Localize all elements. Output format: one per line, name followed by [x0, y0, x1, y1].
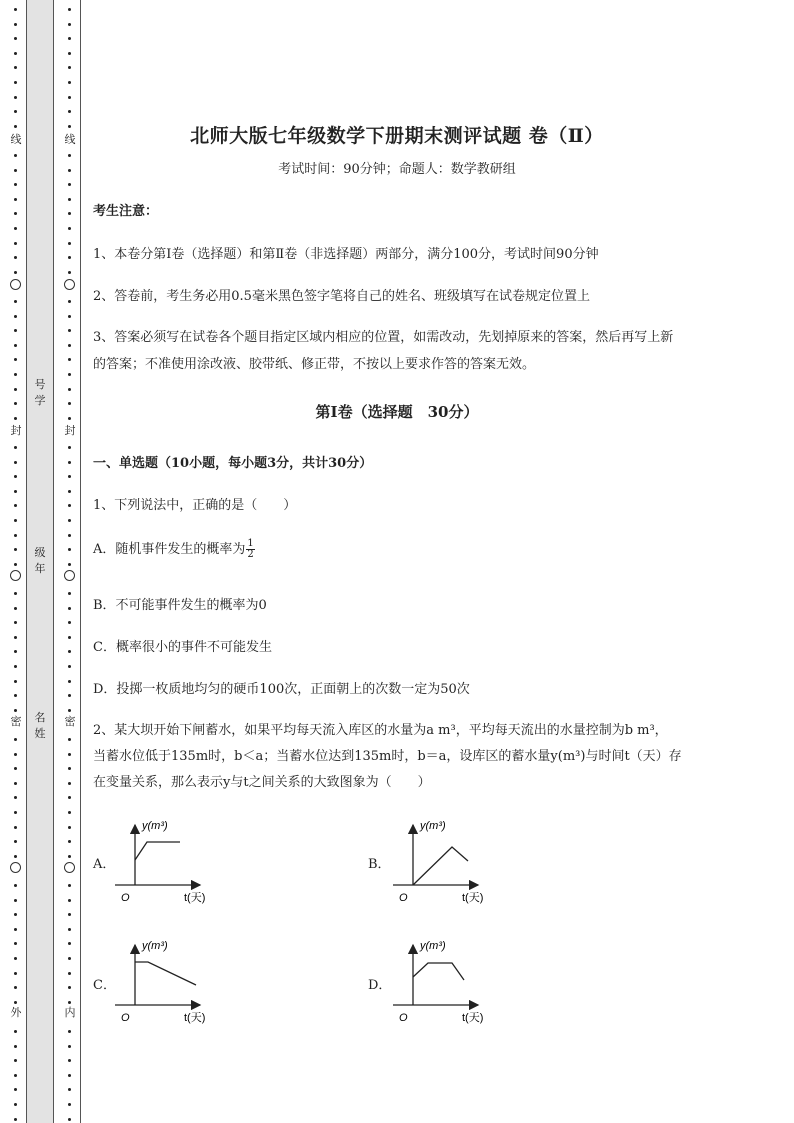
- x-axis-label: t(天): [462, 1012, 484, 1024]
- margin-dot: [68, 388, 71, 391]
- margin-dot: [14, 767, 17, 770]
- margin-dot: [14, 344, 17, 347]
- margin-char-wai: 外: [8, 1006, 24, 1020]
- margin-circle: [64, 862, 75, 873]
- margin-dot: [68, 782, 71, 785]
- margin-dot: [14, 942, 17, 945]
- margin-dot: [14, 358, 17, 361]
- margin-dot: [14, 1088, 17, 1091]
- margin-dot: [14, 796, 17, 799]
- margin-dot: [68, 110, 71, 113]
- margin-dot: [68, 8, 71, 11]
- margin-dot: [68, 504, 71, 507]
- margin-dot: [68, 986, 71, 989]
- margin-dot: [68, 665, 71, 668]
- margin-dot: [14, 183, 17, 186]
- q2-option-d-label: D．: [368, 978, 392, 993]
- margin-dot: [68, 928, 71, 931]
- margin-dot: [68, 738, 71, 741]
- margin-dot: [68, 884, 71, 887]
- margin-dot: [68, 680, 71, 683]
- q2-stem-line1: 2、某大坝开始下闸蓄水，如果平均每天流入库区的水量为a m³，平均每天流出的水量控制为b m³，: [93, 723, 668, 738]
- margin-dot: [14, 1045, 17, 1048]
- margin-circle: [10, 279, 21, 290]
- q2-stem-line3: 在变量关系，那么表示y与t之间关系的大致图象为（ ）: [93, 775, 431, 790]
- margin-dot: [14, 1001, 17, 1004]
- margin-dot: [68, 242, 71, 245]
- margin-dot: [68, 66, 71, 69]
- margin-char-mi: 密: [8, 715, 24, 729]
- margin-dot: [14, 198, 17, 201]
- origin-label: O: [399, 892, 408, 904]
- margin-dot: [14, 446, 17, 449]
- margin-dot: [14, 972, 17, 975]
- margin-dot: [68, 650, 71, 653]
- margin-dot: [68, 271, 71, 274]
- margin-dot: [14, 256, 17, 259]
- margin-dot: [14, 1118, 17, 1121]
- margin-circle: [10, 862, 21, 873]
- notice-heading: 考生注意：: [93, 204, 159, 219]
- margin-dot: [14, 373, 17, 376]
- margin-dot: [68, 81, 71, 84]
- margin-dot: [68, 227, 71, 230]
- q2-option-c-graph: [110, 935, 210, 1030]
- margin-dot: [14, 271, 17, 274]
- margin-circle: [64, 570, 75, 581]
- exam-info: 考试时间：90分钟；命题人：数学教研组: [278, 162, 516, 177]
- margin-dot: [68, 957, 71, 960]
- q2-option-a-label: A．: [93, 857, 116, 872]
- margin-dot: [14, 884, 17, 887]
- margin-dot: [68, 855, 71, 858]
- margin-dot: [68, 490, 71, 493]
- margin-dot: [14, 621, 17, 624]
- field-grade: 级 年: [34, 546, 46, 575]
- margin-dot: [14, 227, 17, 230]
- margin-dot: [68, 315, 71, 318]
- margin-dot: [14, 96, 17, 99]
- margin-char-mi-inner: 密: [62, 715, 78, 729]
- margin-dot: [68, 344, 71, 347]
- margin-char-feng-inner: 封: [62, 424, 78, 438]
- q2-option-c-label: C．: [93, 978, 116, 993]
- part-title: 一、单选题（10小题，每小题3分，共计30分）: [93, 456, 373, 471]
- margin-dot: [14, 534, 17, 537]
- margin-char-nei: 内: [62, 1006, 78, 1020]
- margin-dot: [68, 592, 71, 595]
- margin-dot: [68, 446, 71, 449]
- margin-dot: [14, 37, 17, 40]
- margin-dot: [68, 1088, 71, 1091]
- margin-dot: [68, 329, 71, 332]
- margin-circle: [10, 570, 21, 581]
- margin-dot: [68, 796, 71, 799]
- margin-dot: [68, 1001, 71, 1004]
- margin-dot: [14, 592, 17, 595]
- field-name: 名 姓: [34, 711, 46, 740]
- margin-dot: [68, 548, 71, 551]
- margin-dot: [14, 1103, 17, 1106]
- margin-dot: [68, 300, 71, 303]
- margin-dot: [14, 1030, 17, 1033]
- margin-dot: [14, 212, 17, 215]
- margin-dot: [68, 694, 71, 697]
- margin-dot: [68, 972, 71, 975]
- notice-item-3: 3、答案必须写在试卷各个题目指定区域内相应的位置，如需改动，先划掉原来的答案，然后再写上新: [93, 330, 674, 345]
- notice-item-2: 2、答卷前，考生务必用0.5毫米黑色签字笔将自己的姓名、班级填写在试卷规定位置上: [93, 289, 590, 304]
- margin-dot: [14, 855, 17, 858]
- margin-dot: [68, 1103, 71, 1106]
- q2-option-d-graph: [388, 935, 488, 1030]
- margin-dot: [14, 242, 17, 245]
- margin-dot: [68, 23, 71, 26]
- x-axis-label: t(天): [462, 892, 484, 904]
- margin-dot: [68, 198, 71, 201]
- margin-dot: [68, 636, 71, 639]
- margin-char-xian: 线: [8, 133, 24, 147]
- margin-dot: [14, 826, 17, 829]
- field-student-id: 号 学: [34, 378, 46, 407]
- margin-dot: [68, 1045, 71, 1048]
- margin-dot: [14, 928, 17, 931]
- margin-char-xian-inner: 线: [62, 133, 78, 147]
- margin-dot: [14, 650, 17, 653]
- margin-dot: [14, 913, 17, 916]
- margin-dot: [68, 1059, 71, 1062]
- margin-dot: [14, 8, 17, 11]
- margin-dot: [68, 811, 71, 814]
- margin-dot: [68, 212, 71, 215]
- q1-option-c: C．概率很小的事件不可能发生: [93, 640, 272, 655]
- margin-dot: [14, 490, 17, 493]
- q2-option-a-graph: [110, 815, 210, 910]
- origin-label: O: [399, 1012, 408, 1024]
- y-axis-label: y(m³): [142, 820, 168, 832]
- margin-dot: [14, 753, 17, 756]
- margin-dot: [68, 96, 71, 99]
- margin-dot: [14, 563, 17, 566]
- margin-dot: [68, 899, 71, 902]
- margin-dot: [68, 767, 71, 770]
- margin-dot: [68, 621, 71, 624]
- margin-dot: [14, 52, 17, 55]
- q1-stem: 1、下列说法中，正确的是（ ）: [93, 498, 297, 513]
- margin-dot: [14, 694, 17, 697]
- margin-dot: [68, 1118, 71, 1121]
- margin-dot: [68, 607, 71, 610]
- y-axis-label: y(m³): [420, 820, 446, 832]
- q2-stem-line2: 当蓄水位低于135m时，b＜a；当蓄水位达到135m时，b＝a，设库区的蓄水量y(m³)与时间t（天）存: [93, 749, 682, 764]
- margin-dot: [68, 563, 71, 566]
- q1-option-a: A．随机事件发生的概率为 $\frac{1}{2}$: [93, 538, 254, 560]
- page-title: 北师大版七年级数学下册期末测评试题 卷（Ⅱ）: [190, 125, 604, 147]
- margin-dot: [14, 23, 17, 26]
- margin-dot: [14, 709, 17, 712]
- margin-dot: [68, 942, 71, 945]
- margin-dot: [14, 607, 17, 610]
- margin-dot: [14, 986, 17, 989]
- margin-dot: [14, 300, 17, 303]
- margin-dot: [68, 154, 71, 157]
- margin-circle: [64, 279, 75, 290]
- margin-dot: [14, 665, 17, 668]
- margin-dot: [14, 81, 17, 84]
- margin-dot: [14, 329, 17, 332]
- margin-dot: [68, 52, 71, 55]
- margin-dot: [14, 519, 17, 522]
- margin-dot: [14, 899, 17, 902]
- margin-dot: [68, 256, 71, 259]
- y-axis-label: y(m³): [142, 940, 168, 952]
- margin-dot: [68, 709, 71, 712]
- margin-dot: [14, 315, 17, 318]
- margin-dot: [14, 738, 17, 741]
- margin-char-feng: 封: [8, 424, 24, 438]
- margin-dot: [14, 811, 17, 814]
- section-title: 第Ⅰ卷（选择题 30分）: [315, 403, 479, 421]
- margin-dot: [68, 183, 71, 186]
- margin-dot: [68, 840, 71, 843]
- margin-dot: [14, 110, 17, 113]
- x-axis-label: t(天): [184, 1012, 206, 1024]
- x-axis-label: t(天): [184, 892, 206, 904]
- margin-dot: [14, 388, 17, 391]
- q1-option-d: D．投掷一枚质地均匀的硬币100次，正面朝上的次数一定为50次: [93, 682, 470, 697]
- margin-dot: [68, 461, 71, 464]
- margin-dot: [14, 548, 17, 551]
- margin-dot: [68, 475, 71, 478]
- margin-dot: [68, 534, 71, 537]
- margin-dot: [68, 373, 71, 376]
- margin-dot: [68, 1074, 71, 1077]
- margin-dot: [14, 782, 17, 785]
- margin-dot: [14, 66, 17, 69]
- margin-dot: [68, 519, 71, 522]
- margin-dot: [68, 358, 71, 361]
- margin-dot: [68, 753, 71, 756]
- margin-dot: [14, 461, 17, 464]
- notice-item-1: 1、本卷分第Ⅰ卷（选择题）和第Ⅱ卷（非选择题）两部分，满分100分，考试时间90分钟: [93, 247, 599, 262]
- margin-dot: [14, 504, 17, 507]
- margin-dot: [68, 826, 71, 829]
- origin-label: O: [121, 1012, 130, 1024]
- margin-dot: [14, 154, 17, 157]
- margin-dot: [68, 37, 71, 40]
- q2-option-b-label: B．: [368, 857, 391, 872]
- notice-item-3-cont: 的答案；不准使用涂改液、胶带纸、修正带，不按以上要求作答的答案无效。: [93, 357, 536, 372]
- margin-dot: [68, 1030, 71, 1033]
- y-axis-label: y(m³): [420, 940, 446, 952]
- margin-dot: [14, 840, 17, 843]
- margin-dot: [14, 957, 17, 960]
- margin-dot: [14, 636, 17, 639]
- margin-dot: [68, 913, 71, 916]
- q2-option-b-graph: [388, 815, 488, 910]
- fraction-one-half: $\frac{1}{2}$: [247, 538, 254, 560]
- margin-dot: [14, 680, 17, 683]
- margin-dot: [14, 475, 17, 478]
- margin-dot: [14, 1074, 17, 1077]
- margin-dot: [14, 1059, 17, 1062]
- origin-label: O: [121, 892, 130, 904]
- q1-option-b: B．不可能事件发生的概率为0: [93, 598, 267, 613]
